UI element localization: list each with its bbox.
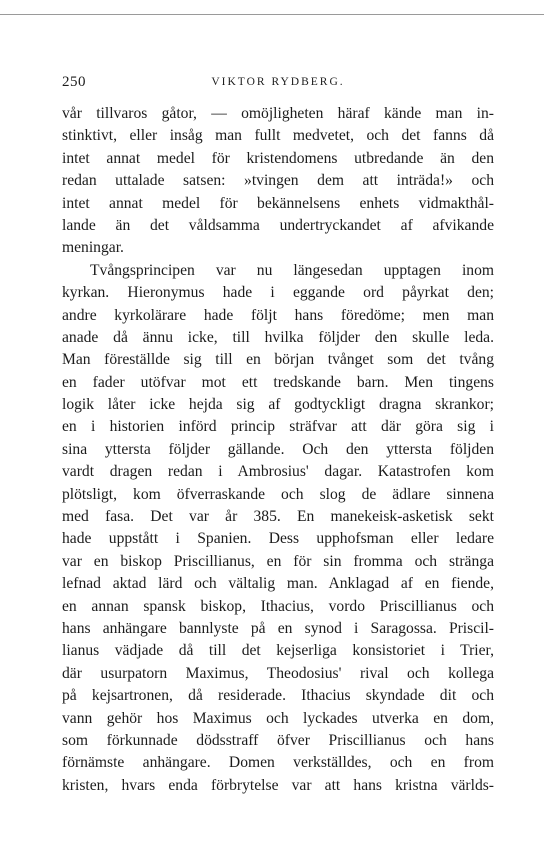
text-line: anade då ännu icke, till hvilka följder den skulle leda. [62,328,494,346]
text-line: logik låter icke hejda sig af godtyckligt dragna skrankor; [62,396,494,414]
top-rule [0,14,544,15]
text-line: meningar. [62,239,124,257]
page-number: 250 [62,74,86,90]
text-line: på kejsartronen, då residerade. Ithacius skyndade dit och [62,687,494,705]
text-line: som förkunnade dödsstraff öfver Priscillianus och hans [62,731,494,749]
text-line: vår tillvaros gåtor, — omöjligheten häraf kände man in- [62,105,494,122]
text-line: vann gehör hos Maximus och lyckades utverka en dom, [62,709,494,727]
text-line: hade uppstått i Spanien. Dess upphofsman eller ledare [62,530,494,548]
text-line: Man föreställde sig till en början tvånget som det tvång [62,351,494,369]
text-line: hans anhängare bannlyste på en synod i Saragossa. Priscil- [62,619,494,637]
text-line: förnämste anhängare. Domen verkställdes, och en from [62,754,494,772]
text-line: redan uttalade satsen: »tvingen dem att inträda!» och [62,172,494,190]
text-line: intet annat medel för bekännelsens enhets vidmakthål- [62,194,494,212]
text-line: stinktivt, eller insåg man fullt medvetet, och det fanns då [62,127,494,145]
text-line: sina yttersta följder gällande. Och den yttersta följden [62,440,494,458]
text-line: en annan spansk biskop, Ithacius, vordo Priscillianus och [62,597,494,615]
text-line: lefnad aktad lärd och vältalig man. Anklagad af en fiende, [62,575,494,593]
text-line: plötsligt, kom öfverraskande och slog de ädlare sinnena [62,485,494,503]
text-line: andre kyrkolärare hade följt hans föredöme; men man [62,306,494,324]
text-line: var en biskop Priscillianus, en för sin fromma och stränga [62,552,494,570]
body-text [62,103,494,797]
text-line: lande än det våldsamma undertryckandet af afvikande [62,216,494,234]
running-head: VIKTOR RYDBERG. [211,76,345,88]
text-line: med fasa. Det var år 385. En manekeisk-asketisk sekt [62,508,494,526]
text-line: lianus vädjade då till det kejserliga konsistoriet i Trier, [62,642,494,660]
text-line: kristen, hvars enda förbrytelse var att hans kristna världs- [62,776,494,794]
page-header [62,74,494,92]
text-line: intet annat medel för kristendomens utbredande än den [62,149,494,167]
text-line: vardt dragen redan i Ambrosius' dagar. Katastrofen kom [62,463,494,481]
text-line: en i historien införd princip sträfvar att där göra sig i [62,418,494,436]
text-line: en fader utöfvar mot ett tredskande barn. Men tingens [62,373,494,391]
text-line: där usurpatorn Maximus, Theodosius' rival och kollega [62,664,494,682]
text-line: kyrkan. Hieronymus hade i eggande ord påyrkat den; [62,284,494,302]
text-line: Tvångsprincipen var nu längesedan upptagen inom [90,261,494,279]
